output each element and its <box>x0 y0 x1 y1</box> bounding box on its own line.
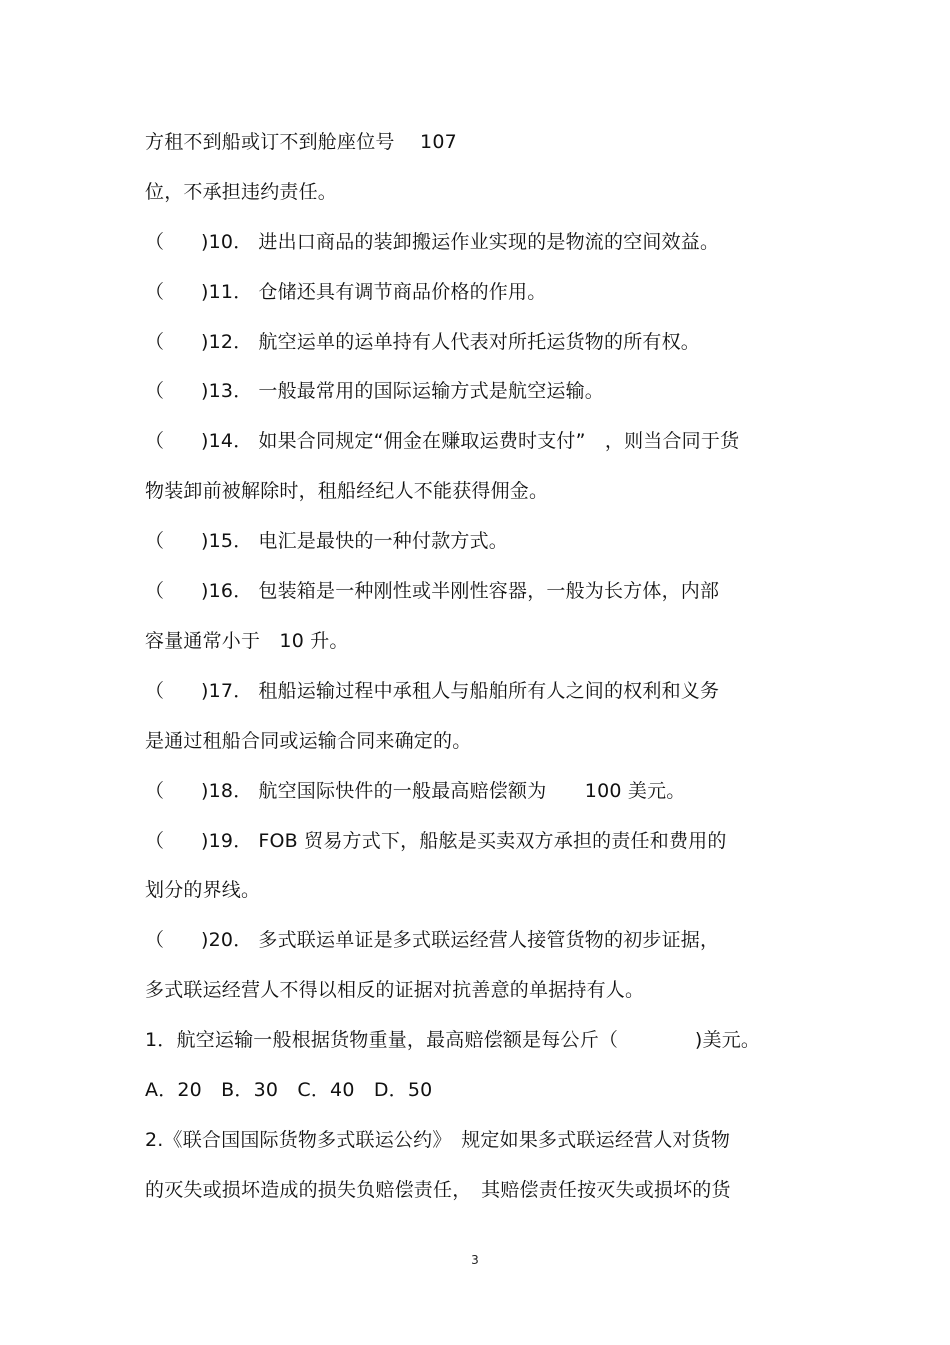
choice-options: A．20 B．30 C．40 D．50 <box>145 1079 433 1101</box>
text-line: 方租不到船或订不到舱座位号 107 <box>145 131 457 153</box>
answer-paren: （ <box>145 281 165 303</box>
question-text: 多式联运单证是多式联运经营人接管货物的初步证据， <box>258 929 720 951</box>
question-text: 如果合同规定“佣金在赚取运费时支付” ，则当合同于货 <box>258 430 740 452</box>
text-line: 是通过租船合同或运输合同来确定的。 <box>145 730 472 752</box>
answer-paren: （ <box>145 780 165 802</box>
question-20 <box>145 927 719 953</box>
question-number: )20． <box>201 929 253 951</box>
question-13 <box>145 378 604 404</box>
answer-paren: （ <box>145 331 165 353</box>
question-text: 仓储还具有调节商品价格的作用。 <box>258 281 547 303</box>
question-11 <box>145 279 546 305</box>
answer-paren: （ <box>145 929 165 951</box>
question-number: )15． <box>201 530 253 552</box>
answer-paren: （ <box>145 680 165 702</box>
question-number: )10． <box>201 231 253 253</box>
question-number: )11． <box>201 281 253 303</box>
page-number: 3 <box>471 1253 479 1267</box>
question-text: 租船运输过程中承租人与船舶所有人之间的权利和义务 <box>258 680 720 702</box>
question-number: )14． <box>201 430 253 452</box>
question-text: 电汇是最快的一种付款方式。 <box>258 530 508 552</box>
question-18 <box>145 778 686 804</box>
text-line: 物装卸前被解除时，租船经纪人不能获得佣金。 <box>145 480 549 502</box>
answer-paren: （ <box>145 830 165 852</box>
answer-paren: （ <box>145 530 165 552</box>
question-text: 进出口商品的装卸搬运作业实现的是物流的空间效益。 <box>258 231 720 253</box>
question-text: 航空运单的运单持有人代表对所托运货物的所有权。 <box>258 331 700 353</box>
question-number: )12． <box>201 331 253 353</box>
question-text: 航空国际快件的一般最高赔偿额为 100 美元。 <box>258 780 686 802</box>
choice-question-2: 2.《联合国国际货物多式联运公约》 规定如果多式联运经营人对货物 <box>145 1129 731 1151</box>
answer-paren: （ <box>145 231 165 253</box>
answer-paren: （ <box>145 380 165 402</box>
question-text: FOB 贸易方式下，船舷是买卖双方承担的责任和费用的 <box>258 830 727 852</box>
question-number: )18． <box>201 780 253 802</box>
text-line: 位，不承担违约责任。 <box>145 181 338 203</box>
text-line: 的灭失或损坏造成的损失负赔偿责任， 其赔偿责任按灭失或损坏的货 <box>145 1179 731 1201</box>
question-number: )16． <box>201 580 253 602</box>
question-number: )19． <box>201 830 253 852</box>
answer-paren: （ <box>145 430 165 452</box>
question-15 <box>145 528 508 554</box>
question-number: )13． <box>201 380 253 402</box>
question-16 <box>145 578 719 604</box>
question-19 <box>145 828 727 854</box>
question-14 <box>145 428 739 454</box>
text-line: 容量通常小于 10 升。 <box>145 630 349 652</box>
question-17 <box>145 678 719 704</box>
answer-paren: （ <box>145 580 165 602</box>
question-text: 一般最常用的国际运输方式是航空运输。 <box>258 380 604 402</box>
question-number: )17． <box>201 680 253 702</box>
question-10 <box>145 229 719 255</box>
question-text: 包装箱是一种刚性或半刚性容器，一般为长方体，内部 <box>258 580 720 602</box>
question-12 <box>145 329 700 355</box>
choice-question-1: 1．航空运输一般根据货物重量，最高赔偿额是每公斤（ )美元。 <box>145 1029 761 1051</box>
text-line: 多式联运经营人不得以相反的证据对抗善意的单据持有人。 <box>145 979 645 1001</box>
text-line: 划分的界线。 <box>145 879 261 901</box>
